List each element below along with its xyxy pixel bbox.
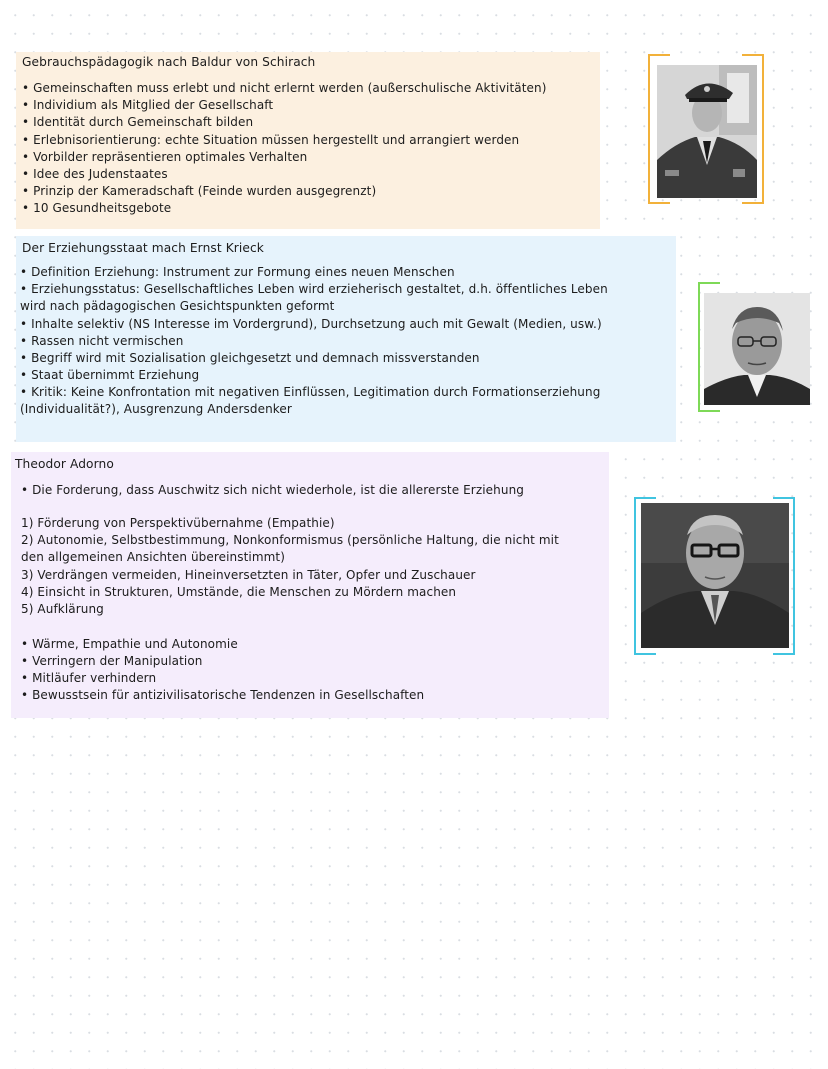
- krieck-section: [16, 236, 676, 442]
- krieck-line: • Erziehungsstatus: Gesellschaftliches Leben wird erzieherisch gestaltet, d.h. öffentliches Leben: [20, 282, 608, 296]
- schirach-line: • Prinzip der Kameradschaft (Feinde wurden ausgegrenzt): [22, 184, 377, 198]
- krieck-line: • Rassen nicht vermischen: [20, 334, 184, 348]
- adorno-line: • Mitläufer verhindern: [21, 671, 157, 685]
- adorno-line: 3) Verdrängen vermeiden, Hineinversetzten in Täter, Opfer und Zuschauer: [21, 568, 476, 582]
- adorno-line: • Die Forderung, dass Auschwitz sich nicht wiederhole, ist die allererste Erziehung: [21, 483, 524, 497]
- adorno-line: 1) Förderung von Perspektivübernahme (Empathie): [21, 516, 335, 530]
- krieck-portrait: [704, 293, 810, 405]
- krieck-line: • Staat übernimmt Erziehung: [20, 368, 200, 382]
- adorno-line: • Bewusstsein für antizivilisatorische Tendenzen in Gesellschaften: [21, 688, 425, 702]
- schirach-line: • Identität durch Gemeinschaft bilden: [22, 115, 254, 129]
- krieck-line: • Inhalte selektiv (NS Interesse im Vordergrund), Durchsetzung auch mit Gewalt (Medien, usw.): [20, 317, 602, 331]
- adorno-section: [11, 452, 609, 718]
- krieck-line: • Definition Erziehung: Instrument zur Formung eines neuen Menschen: [20, 265, 455, 279]
- schirach-line: • Idee des Judenstaates: [22, 167, 168, 181]
- adorno-line: 2) Autonomie, Selbstbestimmung, Nonkonformismus (persönliche Haltung, die nicht mit: [21, 533, 559, 547]
- krieck-line: (Individualität?), Ausgrenzung Andersdenker: [20, 402, 292, 416]
- adorno-line: • Wärme, Empathie und Autonomie: [21, 637, 238, 651]
- adorno-line: den allgemeinen Ansichten übereinstimmt): [21, 550, 286, 564]
- adorno-portrait: [641, 503, 789, 648]
- adorno-line: • Verringern der Manipulation: [21, 654, 203, 668]
- schirach-line: • Gemeinschaften muss erlebt und nicht erlernt werden (außerschulische Aktivitäten): [22, 81, 547, 95]
- krieck-line: wird nach pädagogischen Gesichtspunkten geformt: [20, 299, 335, 313]
- schirach-line: • 10 Gesundheitsgebote: [22, 201, 172, 215]
- krieck-title: Der Erziehungsstaat mach Ernst Krieck: [22, 241, 264, 255]
- adorno-line: 4) Einsicht in Strukturen, Umstände, die Menschen zu Mördern machen: [21, 585, 457, 599]
- adorno-line: 5) Aufklärung: [21, 602, 104, 616]
- schirach-line: • Vorbilder repräsentieren optimales Verhalten: [22, 150, 308, 164]
- schirach-section: [16, 52, 600, 229]
- schirach-portrait: [657, 65, 757, 198]
- adorno-title: Theodor Adorno: [15, 457, 114, 471]
- krieck-line: • Begriff wird mit Sozialisation gleichgesetzt und demnach missverstanden: [20, 351, 480, 365]
- schirach-line: • Individium als Mitglied der Gesellschaft: [22, 98, 274, 112]
- schirach-line: • Erlebnisorientierung: echte Situation müssen hergestellt und arrangiert werden: [22, 133, 520, 147]
- schirach-title: Gebrauchspädagogik nach Baldur von Schirach: [22, 55, 316, 69]
- krieck-line: • Kritik: Keine Konfrontation mit negativen Einflüssen, Legitimation durch Formationserziehung: [20, 385, 601, 399]
